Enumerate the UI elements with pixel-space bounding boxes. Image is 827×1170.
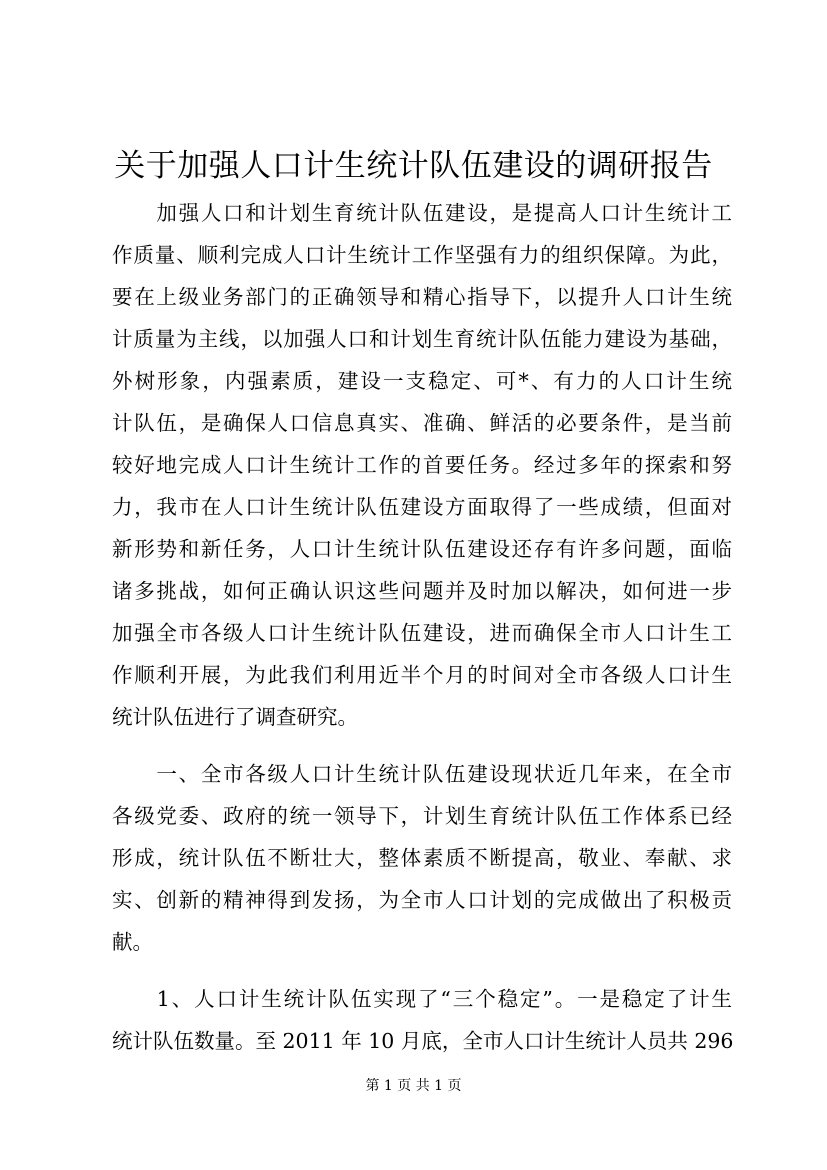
text-line: 计质量为主线，以加强人口和计划生育统计队伍能力建设为基础，: [112, 327, 732, 351]
paragraph-3: [112, 978, 732, 1062]
document-title: 关于加强人口计生统计队伍建设的调研报告: [114, 148, 713, 184]
text-line: 外树形象，内强素质，建设一支稳定、可*、有力的人口计生统: [112, 369, 732, 393]
text-line: 力，我市在人口计生统计队伍建设方面取得了一些成绩，但面对: [112, 495, 732, 519]
text-line: 加强全市各级人口计生统计队伍建设，进而确保全市人口计生工: [112, 621, 732, 645]
paragraph-2: [112, 753, 732, 963]
text-line: 1、人口计生统计队伍实现了“三个稳定”。一是稳定了计生: [112, 987, 732, 1011]
text-line: 加强人口和计划生育统计队伍建设，是提高人口计生统计工: [112, 201, 732, 225]
text-line: 形成，统计队伍不断壮大，整体素质不断提高，敬业、奉献、求: [112, 846, 732, 870]
text-line: 统计队伍进行了调查研究。: [112, 705, 358, 729]
paragraph-gap: [112, 963, 732, 978]
text-line: 统计队伍数量。至 2011 年 10 月底，全市人口计生统计人员共 296: [112, 1029, 734, 1053]
text-line: 各级党委、政府的统一领导下，计划生育统计队伍工作体系已经: [112, 804, 732, 828]
text-line: 计队伍，是确保人口信息真实、准确、鲜活的必要条件，是当前: [112, 411, 732, 435]
text-line: 要在上级业务部门的正确领导和精心指导下，以提升人口计生统: [112, 285, 732, 309]
text-line: 实、创新的精神得到发扬，为全市人口计划的完成做出了积极贡: [112, 888, 732, 912]
text-line: 诸多挑战，如何正确认识这些问题并及时加以解决，如何进一步: [112, 579, 732, 603]
text-line: 作质量、顺利完成人口计生统计工作坚强有力的组织保障。为此，: [112, 243, 732, 267]
text-line: 作顺利开展，为此我们利用近半个月的时间对全市各级人口计生: [112, 663, 732, 687]
text-line: 新形势和新任务，人口计生统计队伍建设还存有许多问题，面临: [112, 537, 732, 561]
text-line: 一、全市各级人口计生统计队伍建设现状近几年来，在全市: [112, 762, 732, 786]
paragraph-1: [112, 192, 732, 738]
text-line: 较好地完成人口计生统计工作的首要任务。经过多年的探索和努: [112, 453, 732, 477]
document-body: [112, 192, 732, 1062]
paragraph-gap: [112, 738, 732, 753]
text-line: 献。: [112, 930, 153, 954]
page-footer: 第 1 页 共 1 页: [365, 1078, 462, 1094]
